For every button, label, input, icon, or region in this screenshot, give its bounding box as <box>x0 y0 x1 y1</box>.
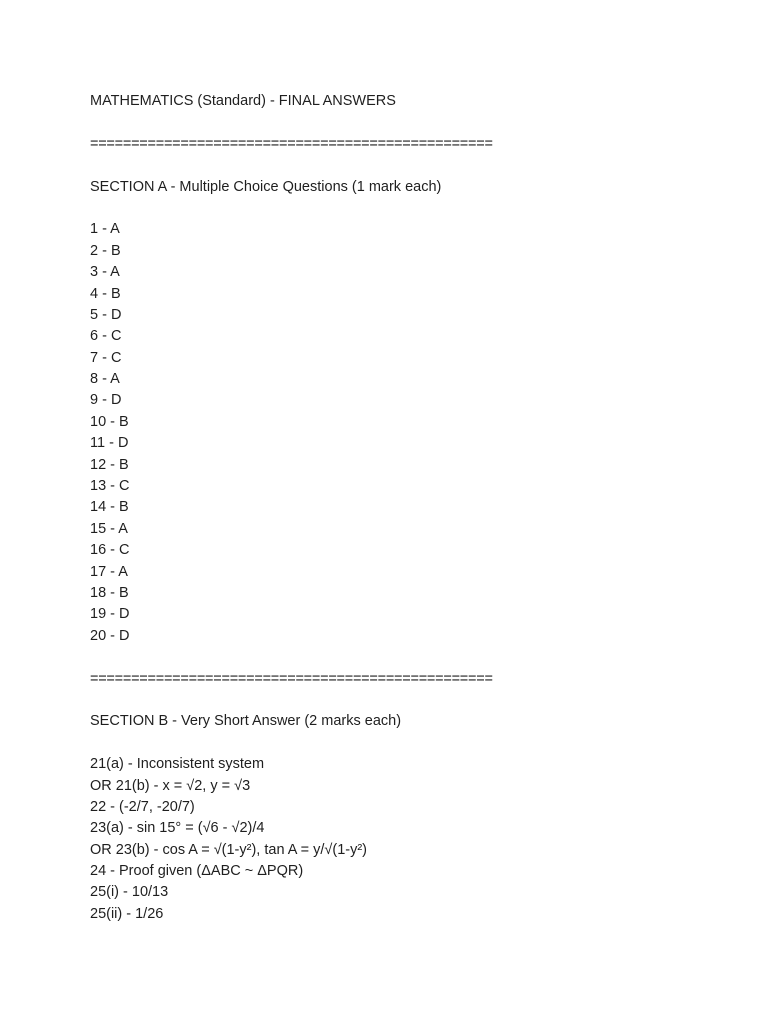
answer-item: 1 - A <box>90 221 120 238</box>
spacer <box>90 733 730 754</box>
answer-item: 14 - B <box>90 499 129 516</box>
answer-item: 8 - A <box>90 371 120 388</box>
document-title: MATHEMATICS (Standard) - FINAL ANSWERS <box>90 93 396 109</box>
answer-item: 25(ii) - 1/26 <box>90 905 164 922</box>
answer-item: 25(i) - 10/13 <box>90 884 169 901</box>
answer-item: 7 - C <box>90 349 122 366</box>
answer-item: 15 - A <box>90 520 128 537</box>
answer-item: 9 - D <box>90 392 122 409</box>
answer-item: 22 - (-2/7, -20/7) <box>90 798 195 815</box>
spacer <box>90 112 730 133</box>
answer-item: 3 - A <box>90 264 120 281</box>
answer-item: 24 - Proof given (ΔABC ~ ΔPQR) <box>90 863 304 880</box>
answer-item: 17 - A <box>90 563 128 580</box>
answer-item: 16 - C <box>90 542 130 559</box>
divider-rule-2: ================================================= <box>90 670 493 687</box>
answer-item: 23(a) - sin 15° = (√6 - √2)/4 <box>90 820 265 837</box>
section-b-heading: SECTION B - Very Short Answer (2 marks each) <box>90 713 402 730</box>
answer-item: 19 - D <box>90 606 130 623</box>
answer-item: OR 21(b) - x = √2, y = √3 <box>90 777 251 794</box>
answer-item: 6 - C <box>90 328 122 345</box>
section-a-answer-list <box>90 219 730 647</box>
answer-item: 13 - C <box>90 478 130 495</box>
answer-item: 18 - B <box>90 584 129 601</box>
answer-item: 4 - B <box>90 285 121 302</box>
answer-item: 2 - B <box>90 242 121 259</box>
answer-item: 21(a) - Inconsistent system <box>90 756 265 773</box>
answer-item: 20 - D <box>90 627 130 644</box>
answer-item: 10 - B <box>90 413 129 430</box>
spacer <box>90 155 730 176</box>
answer-item: OR 23(b) - cos A = √(1-y²), tan A = y/√(1-y²) <box>90 841 367 858</box>
answer-item: 5 - D <box>90 306 122 323</box>
section-a-heading: SECTION A - Multiple Choice Questions (1 mark each) <box>90 178 442 195</box>
spacer <box>90 198 730 219</box>
section-b-answer-list <box>90 754 730 925</box>
divider-rule-1: ================================================= <box>90 135 493 152</box>
answer-item: 11 - D <box>90 435 129 452</box>
answer-key-document <box>90 91 730 925</box>
spacer <box>90 647 730 668</box>
spacer <box>90 690 730 711</box>
answer-item: 12 - B <box>90 456 129 473</box>
